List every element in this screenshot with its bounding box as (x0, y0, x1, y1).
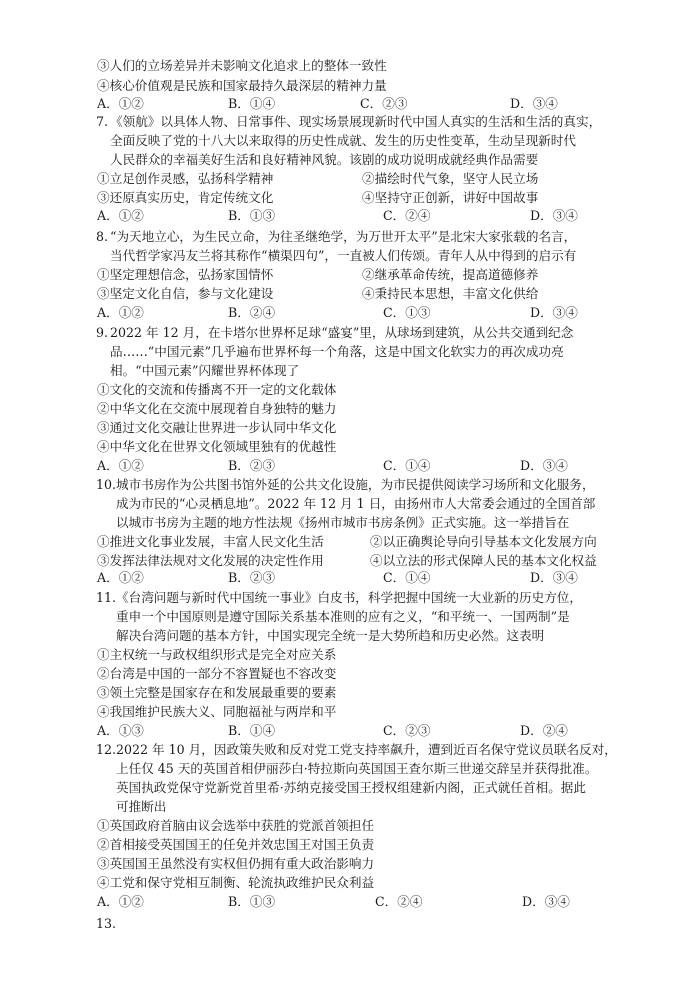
question-text: 上任仅 45 天的英国首相伊丽莎白·特拉斯向英国国王查尔斯三世递交辞呈并获得批准。 (116, 761, 598, 776)
answer-choice: A．①③ (97, 723, 144, 738)
question-text: “为天地立心，为生民立命，为往圣继绝学，为万世开太平”是北宋大家张载的名言， (110, 229, 577, 244)
option-line: ③人们的立场差异并未影响文化追求上的整体一致性 (97, 58, 387, 73)
question-text: 2022 年 10 月，因政策失败和反对党工党支持率飙升，遭到近百名保守党议员联名反对， (116, 742, 617, 757)
answer-choice: B．①④ (228, 723, 276, 738)
answer-choice: B．①③ (228, 208, 276, 223)
question-text: 解决台湾问题的基本方针，中国实现完全统一是大势所趋和历史必然。这表明 (116, 628, 545, 643)
statement-option: ④秉持民本思想，丰富文化供给 (362, 286, 539, 301)
answer-choice: B．①④ (228, 96, 276, 111)
question-number: 9. (96, 325, 109, 340)
answer-choice: A．①② (97, 208, 144, 223)
question-text: 以城市书房为主题的地方性法规《扬州市城市书房条例》正式实施。这一举措旨在 (116, 515, 570, 530)
answer-choice: A．①② (97, 894, 144, 909)
statement-option: ③坚定文化自信，参与文化建设 (97, 286, 274, 301)
question-text: 《台湾问题与新时代中国统一事业》白皮书，科学把握中国统一大业新的历史方位， (116, 590, 582, 605)
answer-choice: A．①② (97, 305, 144, 320)
question-text: 可推断出 (116, 799, 167, 814)
statement-option: ①坚定理想信念，弘扬家国情怀 (97, 267, 274, 282)
question-number: 11. (96, 590, 117, 605)
answer-choice: C．②④ (375, 894, 423, 909)
answer-choice: D．③④ (522, 894, 570, 909)
statement-option: ④我国维护民族大义、同胞福祉与两岸和平 (97, 704, 337, 719)
question-text: 城市书房作为公共图书馆外延的公共文化设施，为市民提供阅读学习场所和文化服务， (116, 477, 595, 492)
answer-choice: D．③④ (530, 305, 578, 320)
statement-option: ②中华文化在交流中展现着自身独特的魅力 (97, 401, 337, 416)
statement-option: ①主权统一与政权组织形式是完全对应关系 (97, 647, 337, 662)
answer-choice: A．①② (97, 458, 144, 473)
answer-choice: D．③④ (510, 96, 558, 111)
statement-option: ③领土完整是国家存在和发展最重要的要素 (97, 685, 337, 700)
answer-choice: D．②④ (520, 723, 568, 738)
statement-option: ④中华文化在世界文化领域里独有的优越性 (97, 439, 337, 454)
answer-choice: A．①② (97, 96, 144, 111)
statement-option: ②台湾是中国的一部分不容置疑也不容改变 (97, 666, 337, 681)
answer-choice: C．②④ (383, 208, 431, 223)
answer-choice: C．②③ (383, 723, 431, 738)
answer-choice: C．①④ (383, 458, 431, 473)
statement-option: ③发挥法律法规对文化发展的决定性作用 (97, 553, 324, 568)
question-text: 《领航》以具体人物、日常事件、现实场景展现新时代中国人真实的生活和生活的真实， (110, 114, 602, 129)
statement-option: ③通过文化交融让世界进一步认同中华文化 (97, 420, 337, 435)
question-text: 全面反映了党的十八大以来取得的历史性成就、发生的历史性变革，生动呈现新时代 (110, 133, 576, 148)
statement-option: ②首相接受英国国王的任免并效忠国王对国王负责 (97, 837, 375, 852)
question-number: 12. (96, 742, 117, 757)
answer-choice: D．③④ (530, 208, 578, 223)
question-text: 品……“中国元素”几乎遍布世界杯每一个角落，这是中国文化软实力的再次成功亮 (110, 344, 564, 359)
question-text: 英国执政党保守党新党首里希·苏纳克接受国王授权组建新内阁，正式就任首相。据此 (116, 780, 586, 795)
statement-option: ②描绘时代气象，坚守人民立场 (362, 171, 539, 186)
answer-choice: C．②③ (360, 96, 408, 111)
statement-option: ①英国政府首脑由议会选举中获胜的党派首领担任 (97, 818, 375, 833)
answer-choice: D．③④ (530, 570, 578, 585)
statement-option: ③英国国王虽然没有实权但仍拥有重大政治影响力 (97, 856, 375, 871)
statement-option: ③还原真实历史，肯定传统文化 (97, 190, 274, 205)
question-text: 成为市民的“心灵栖息地”。2022 年 12 月 1 日，由扬州市人大常委会通过的全国首部 (116, 496, 596, 511)
question-text: 人民群众的幸福美好生活和良好精神风貌。该剧的成功说明成就经典作品需要 (110, 152, 539, 167)
answer-choice: B．②④ (228, 305, 276, 320)
statement-option: ④工党和保守党相互制衡、轮流执政维护民众利益 (97, 875, 375, 890)
question-number: 8. (96, 229, 109, 244)
statement-option: ①文化的交流和传播离不开一定的文化载体 (97, 382, 337, 397)
answer-choice: D．③④ (520, 458, 568, 473)
question-number: 10. (96, 477, 117, 492)
answer-choice: B．②③ (228, 570, 276, 585)
question-number: 7. (96, 114, 109, 129)
question-text: 相。“中国元素”闪耀世界杯体现了 (110, 363, 300, 378)
statement-option: ②以正确舆论导向引导基本文化发展方向 (370, 534, 597, 549)
statement-option: ④坚持守正创新，讲好中国故事 (362, 190, 539, 205)
option-line: ④核心价值观是民族和国家最持久最深层的精神力量 (97, 78, 387, 93)
answer-choice: B．②③ (228, 458, 276, 473)
statement-option: ①推进文化事业发展，丰富人民文化生活 (97, 534, 324, 549)
statement-option: ①立足创作灵感，弘扬科学精神 (97, 171, 274, 186)
question-text: 当代哲学家冯友兰将其称作“横渠四句”，一直被人们传颂。青年人从中得到的启示有 (110, 248, 577, 263)
answer-choice: B．①③ (228, 894, 276, 909)
answer-choice: C．①③ (383, 305, 431, 320)
answer-choice: A．①② (97, 570, 144, 585)
statement-option: ④以立法的形式保障人民的基本文化权益 (370, 553, 597, 568)
question-text: 2022 年 12 月，在卡塔尔世界杯足球“盛宴”里，从球场到建筑，从公共交通到纪念 (110, 325, 574, 340)
question-text: 重申一个中国原则是遵守国际关系基本准则的应有之义，“和平统一、一国两制”是 (116, 609, 570, 624)
answer-choice: C．①④ (383, 570, 431, 585)
question-13-number: 13. (96, 916, 117, 931)
statement-option: ②继承革命传统，提高道德修养 (362, 267, 539, 282)
